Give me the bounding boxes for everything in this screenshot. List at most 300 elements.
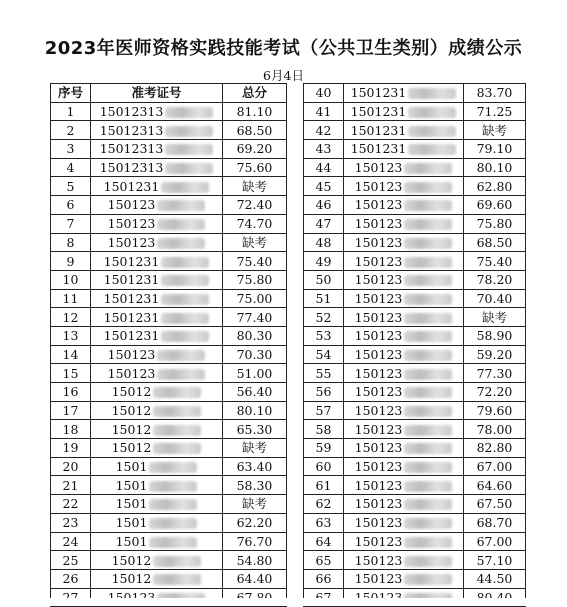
row-seq: 42	[304, 121, 344, 140]
row-score: 63.40	[223, 457, 287, 476]
redacted-blur	[161, 257, 209, 268]
row-ticket	[91, 551, 223, 570]
table-row	[51, 551, 287, 570]
redacted-blur	[404, 406, 452, 417]
table-row	[304, 420, 526, 439]
ticket-visible-digits: 150123	[354, 234, 403, 250]
redacted-blur	[404, 462, 452, 473]
row-ticket	[91, 326, 223, 345]
row-seq: 53	[304, 326, 344, 345]
ticket-visible-digits: 150123	[354, 477, 403, 493]
redacted-blur	[404, 443, 452, 454]
row-ticket	[91, 457, 223, 476]
row-ticket	[344, 233, 464, 252]
row-score: 80.30	[223, 326, 287, 345]
row-score: 76.70	[223, 532, 287, 551]
row-ticket	[344, 177, 464, 196]
redacted-blur	[153, 443, 201, 454]
table-row	[304, 532, 526, 551]
row-ticket	[91, 495, 223, 514]
table-row	[304, 476, 526, 495]
row-seq: 47	[304, 214, 344, 233]
table-row	[304, 270, 526, 289]
ticket-visible-digits: 15012	[111, 440, 152, 456]
row-ticket	[344, 513, 464, 532]
row-score: 44.50	[464, 569, 526, 588]
header-seq: 序号	[51, 84, 91, 103]
redacted-blur	[408, 144, 456, 155]
row-score: 69.20	[223, 140, 287, 159]
ticket-visible-digits: 15012	[111, 552, 152, 568]
row-ticket	[344, 457, 464, 476]
ticket-visible-digits: 150123	[354, 272, 403, 288]
row-score: 62.20	[223, 513, 287, 532]
row-score: 79.60	[464, 401, 526, 420]
ticket-visible-digits: 150123	[354, 365, 403, 381]
redacted-blur	[408, 107, 456, 118]
row-ticket	[344, 214, 464, 233]
table-header-row	[51, 84, 287, 103]
ticket-visible-digits: 1501	[115, 477, 148, 493]
row-score: 75.00	[223, 289, 287, 308]
table-row	[51, 345, 287, 364]
row-ticket	[344, 345, 464, 364]
redacted-blur	[149, 481, 197, 492]
redacted-blur	[408, 88, 456, 99]
row-seq: 22	[51, 495, 91, 514]
ticket-visible-digits: 150123	[354, 571, 403, 587]
row-seq: 17	[51, 401, 91, 420]
row-score: 80.10	[464, 158, 526, 177]
redacted-blur	[165, 107, 213, 118]
ticket-visible-digits: 150123	[354, 440, 403, 456]
ticket-visible-digits: 150123	[107, 346, 156, 362]
row-score: 77.30	[464, 364, 526, 383]
redacted-blur	[153, 425, 201, 436]
ticket-visible-digits: 150123	[107, 365, 156, 381]
table-row	[51, 308, 287, 327]
table-row	[304, 158, 526, 177]
redacted-blur	[161, 331, 209, 342]
row-ticket	[344, 252, 464, 271]
redacted-blur	[153, 406, 201, 417]
ticket-visible-digits: 1501231	[350, 141, 407, 157]
row-score: 79.10	[464, 140, 526, 159]
table-row	[304, 214, 526, 233]
row-score: 57.10	[464, 551, 526, 570]
row-ticket	[344, 420, 464, 439]
redacted-blur	[157, 238, 205, 249]
redacted-blur	[149, 499, 197, 510]
row-seq: 11	[51, 289, 91, 308]
redacted-blur	[165, 126, 213, 137]
row-ticket	[91, 383, 223, 402]
table-row	[304, 121, 526, 140]
table-row	[304, 513, 526, 532]
row-ticket	[91, 439, 223, 458]
table-row	[51, 495, 287, 514]
redacted-blur	[153, 574, 201, 585]
row-ticket	[91, 345, 223, 364]
row-seq: 9	[51, 252, 91, 271]
row-seq: 5	[51, 177, 91, 196]
ticket-visible-digits: 150123	[107, 216, 156, 232]
row-ticket	[91, 196, 223, 215]
ticket-visible-digits: 150123	[354, 216, 403, 232]
redacted-blur	[157, 350, 205, 361]
row-seq: 10	[51, 270, 91, 289]
ticket-visible-digits: 1501231	[103, 328, 160, 344]
row-seq: 16	[51, 383, 91, 402]
row-ticket	[344, 158, 464, 177]
row-seq: 65	[304, 551, 344, 570]
ticket-visible-digits: 1501231	[350, 122, 407, 138]
row-ticket	[344, 326, 464, 345]
table-row	[51, 102, 287, 121]
ticket-visible-digits: 1501231	[103, 253, 160, 269]
row-ticket	[91, 476, 223, 495]
redacted-blur	[153, 556, 201, 567]
table-row	[304, 196, 526, 215]
table-row	[51, 420, 287, 439]
table-row	[304, 326, 526, 345]
table-row	[51, 214, 287, 233]
ticket-visible-digits: 150123	[354, 328, 403, 344]
row-score: 67.00	[464, 457, 526, 476]
table-row	[304, 252, 526, 271]
row-ticket	[91, 420, 223, 439]
table-row	[51, 196, 287, 215]
row-seq: 18	[51, 420, 91, 439]
ticket-visible-digits: 1501231	[350, 85, 407, 101]
page-cutoff	[0, 598, 567, 606]
row-ticket	[344, 102, 464, 121]
ticket-visible-digits: 150123	[354, 421, 403, 437]
table-row	[51, 270, 287, 289]
table-row	[51, 289, 287, 308]
row-score: 82.80	[464, 439, 526, 458]
row-ticket	[91, 102, 223, 121]
row-score: 62.80	[464, 177, 526, 196]
row-ticket	[344, 364, 464, 383]
row-seq: 52	[304, 308, 344, 327]
ticket-visible-digits: 1501	[115, 459, 148, 475]
row-ticket	[91, 289, 223, 308]
row-ticket	[91, 177, 223, 196]
row-score: 64.60	[464, 476, 526, 495]
row-ticket	[91, 270, 223, 289]
redacted-blur	[161, 182, 209, 193]
row-score: 70.30	[223, 345, 287, 364]
redacted-blur	[404, 294, 452, 305]
table-row	[304, 102, 526, 121]
ticket-visible-digits: 150123	[354, 403, 403, 419]
row-seq: 63	[304, 513, 344, 532]
row-seq: 55	[304, 364, 344, 383]
row-score: 75.40	[464, 252, 526, 271]
redacted-blur	[404, 275, 452, 286]
row-score: 51.00	[223, 364, 287, 383]
redacted-blur	[157, 219, 205, 230]
ticket-visible-digits: 150123	[354, 309, 403, 325]
redacted-blur	[149, 537, 197, 548]
table-row	[51, 140, 287, 159]
row-seq: 62	[304, 495, 344, 514]
row-ticket	[344, 439, 464, 458]
row-seq: 48	[304, 233, 344, 252]
redacted-blur	[404, 163, 452, 174]
row-score: 缺考	[223, 495, 287, 514]
row-score: 70.40	[464, 289, 526, 308]
row-score: 75.80	[464, 214, 526, 233]
redacted-blur	[404, 574, 452, 585]
table-row	[51, 233, 287, 252]
redacted-blur	[404, 200, 452, 211]
row-ticket	[91, 252, 223, 271]
row-seq: 15	[51, 364, 91, 383]
row-seq: 43	[304, 140, 344, 159]
row-score: 缺考	[223, 233, 287, 252]
row-ticket	[344, 569, 464, 588]
table-row	[304, 401, 526, 420]
row-ticket	[344, 383, 464, 402]
ticket-visible-digits: 150123	[107, 197, 156, 213]
row-seq: 59	[304, 439, 344, 458]
ticket-visible-digits: 150123	[354, 515, 403, 531]
row-score: 64.40	[223, 569, 287, 588]
row-seq: 64	[304, 532, 344, 551]
row-score: 缺考	[223, 439, 287, 458]
scores-table-left	[50, 83, 287, 607]
row-ticket	[344, 270, 464, 289]
row-score: 71.25	[464, 102, 526, 121]
row-score: 58.90	[464, 326, 526, 345]
row-ticket	[344, 308, 464, 327]
redacted-blur	[404, 238, 452, 249]
ticket-visible-digits: 150123	[354, 178, 403, 194]
row-seq: 7	[51, 214, 91, 233]
table-row	[304, 457, 526, 476]
redacted-blur	[404, 518, 452, 529]
row-score: 59.20	[464, 345, 526, 364]
row-seq: 58	[304, 420, 344, 439]
ticket-visible-digits: 1501	[115, 496, 148, 512]
row-seq: 1	[51, 102, 91, 121]
ticket-visible-digits: 15012313	[99, 104, 164, 120]
table-row	[51, 177, 287, 196]
row-ticket	[344, 84, 464, 103]
row-ticket	[91, 121, 223, 140]
redacted-blur	[161, 294, 209, 305]
ticket-visible-digits: 1501	[115, 533, 148, 549]
row-seq: 6	[51, 196, 91, 215]
row-seq: 25	[51, 551, 91, 570]
redacted-blur	[404, 499, 452, 510]
row-seq: 54	[304, 345, 344, 364]
row-ticket	[344, 121, 464, 140]
row-score: 缺考	[464, 121, 526, 140]
row-seq: 4	[51, 158, 91, 177]
redacted-blur	[404, 556, 452, 567]
row-score: 74.70	[223, 214, 287, 233]
ticket-visible-digits: 15012	[111, 384, 152, 400]
row-ticket	[91, 532, 223, 551]
row-seq: 41	[304, 102, 344, 121]
ticket-visible-digits: 150123	[354, 533, 403, 549]
row-seq: 24	[51, 532, 91, 551]
row-seq: 46	[304, 196, 344, 215]
row-ticket	[344, 289, 464, 308]
table-row	[304, 345, 526, 364]
row-ticket	[91, 513, 223, 532]
ticket-visible-digits: 1501231	[103, 290, 160, 306]
row-seq: 12	[51, 308, 91, 327]
row-score: 缺考	[464, 308, 526, 327]
redacted-blur	[165, 163, 213, 174]
row-score: 67.50	[464, 495, 526, 514]
table-row	[304, 551, 526, 570]
row-ticket	[91, 308, 223, 327]
redacted-blur	[161, 275, 209, 286]
table-row	[51, 383, 287, 402]
row-ticket	[91, 364, 223, 383]
table-row	[304, 364, 526, 383]
ticket-visible-digits: 15012	[111, 403, 152, 419]
table-row	[304, 308, 526, 327]
table-row	[304, 439, 526, 458]
redacted-blur	[404, 537, 452, 548]
exam-date: 6月4日	[263, 68, 304, 83]
ticket-visible-digits: 150123	[354, 290, 403, 306]
row-seq: 20	[51, 457, 91, 476]
redacted-blur	[404, 219, 452, 230]
ticket-visible-digits: 15012	[111, 571, 152, 587]
ticket-visible-digits: 150123	[354, 552, 403, 568]
ticket-visible-digits: 150123	[354, 253, 403, 269]
redacted-blur	[165, 144, 213, 155]
row-seq: 61	[304, 476, 344, 495]
row-seq: 57	[304, 401, 344, 420]
row-score: 77.40	[223, 308, 287, 327]
table-row	[304, 84, 526, 103]
redacted-blur	[404, 369, 452, 380]
table-row	[51, 476, 287, 495]
row-score: 78.20	[464, 270, 526, 289]
row-ticket	[91, 158, 223, 177]
row-ticket	[344, 495, 464, 514]
row-seq: 13	[51, 326, 91, 345]
row-seq: 8	[51, 233, 91, 252]
table-row	[304, 233, 526, 252]
row-seq: 50	[304, 270, 344, 289]
row-ticket	[344, 551, 464, 570]
row-score: 67.00	[464, 532, 526, 551]
table-row	[51, 457, 287, 476]
redacted-blur	[153, 387, 201, 398]
ticket-visible-digits: 150123	[354, 160, 403, 176]
ticket-visible-digits: 150123	[354, 459, 403, 475]
ticket-visible-digits: 150123	[354, 496, 403, 512]
table-row	[51, 569, 287, 588]
row-seq: 45	[304, 177, 344, 196]
ticket-visible-digits: 150123	[107, 234, 156, 250]
redacted-blur	[157, 200, 205, 211]
row-ticket	[91, 401, 223, 420]
ticket-visible-digits: 150123	[354, 197, 403, 213]
row-seq: 14	[51, 345, 91, 364]
header-score: 总分	[223, 84, 287, 103]
row-score: 68.50	[464, 233, 526, 252]
row-seq: 60	[304, 457, 344, 476]
row-ticket	[91, 214, 223, 233]
document-title: 2023年医师资格实践技能考试（公共卫生类别）成绩公示	[44, 38, 523, 59]
row-seq: 3	[51, 140, 91, 159]
ticket-visible-digits: 15012	[111, 421, 152, 437]
table-row	[51, 513, 287, 532]
table-row	[51, 364, 287, 383]
row-ticket	[344, 401, 464, 420]
table-row	[51, 532, 287, 551]
redacted-blur	[157, 369, 205, 380]
ticket-visible-digits: 1501231	[103, 309, 160, 325]
row-seq: 26	[51, 569, 91, 588]
table-row	[51, 252, 287, 271]
redacted-blur	[404, 481, 452, 492]
row-seq: 56	[304, 383, 344, 402]
ticket-visible-digits: 1501231	[350, 104, 407, 120]
ticket-visible-digits: 150123	[354, 346, 403, 362]
row-ticket	[91, 233, 223, 252]
table-row	[51, 326, 287, 345]
table-row	[51, 439, 287, 458]
row-score: 58.30	[223, 476, 287, 495]
redacted-blur	[149, 518, 197, 529]
row-seq: 40	[304, 84, 344, 103]
row-seq: 21	[51, 476, 91, 495]
redacted-blur	[404, 182, 452, 193]
row-score: 80.10	[223, 401, 287, 420]
row-score: 75.40	[223, 252, 287, 271]
ticket-visible-digits: 15012313	[99, 160, 164, 176]
row-score: 81.10	[223, 102, 287, 121]
row-score: 83.70	[464, 84, 526, 103]
redacted-blur	[404, 257, 452, 268]
table-row	[51, 158, 287, 177]
table-row	[51, 401, 287, 420]
table-row	[304, 383, 526, 402]
table-row	[304, 140, 526, 159]
row-score: 72.40	[223, 196, 287, 215]
ticket-visible-digits: 1501231	[103, 272, 160, 288]
row-score: 65.30	[223, 420, 287, 439]
row-score: 缺考	[223, 177, 287, 196]
row-seq: 44	[304, 158, 344, 177]
row-ticket	[344, 196, 464, 215]
row-ticket	[91, 569, 223, 588]
ticket-visible-digits: 150123	[354, 384, 403, 400]
row-ticket	[344, 140, 464, 159]
redacted-blur	[161, 313, 209, 324]
row-score: 68.70	[464, 513, 526, 532]
table-row	[304, 495, 526, 514]
scores-table-right	[303, 83, 526, 607]
row-score: 54.80	[223, 551, 287, 570]
row-ticket	[344, 476, 464, 495]
redacted-blur	[404, 350, 452, 361]
row-score: 68.50	[223, 121, 287, 140]
ticket-visible-digits: 1501231	[103, 178, 160, 194]
redacted-blur	[404, 425, 452, 436]
